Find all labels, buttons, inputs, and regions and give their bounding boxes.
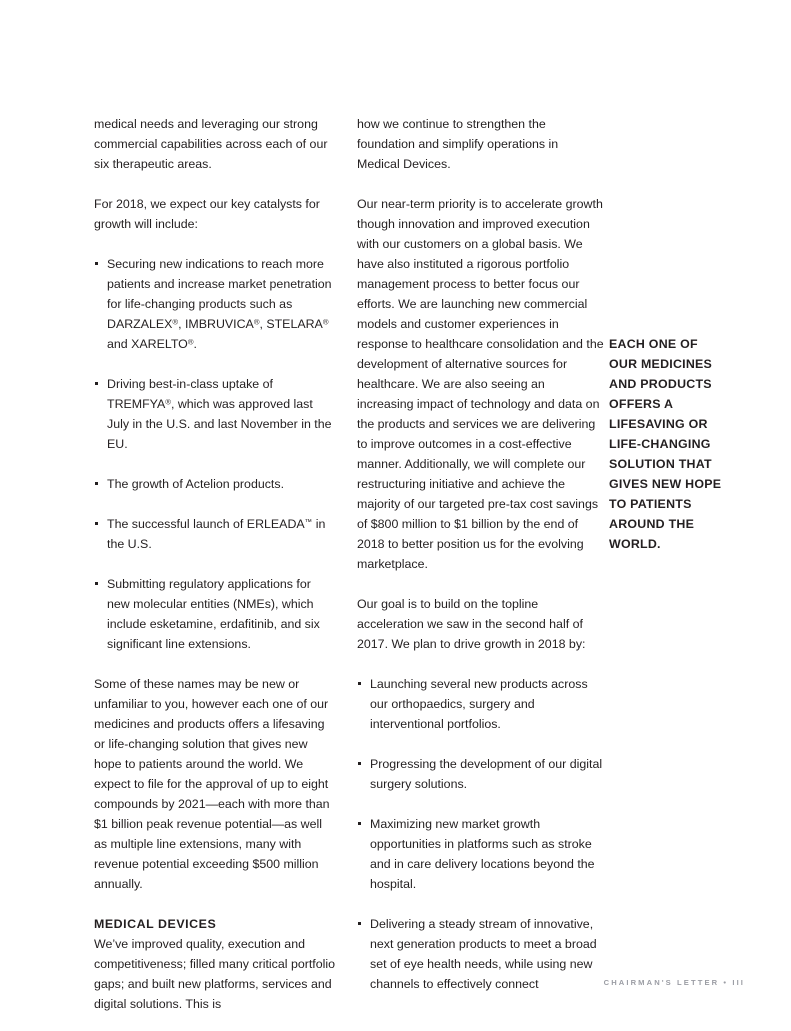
list-item-text: Driving best-in-class uptake of TREMFYA®, which was approved last July in the U.S. and last November in the EU. [107, 377, 332, 451]
list-item [94, 374, 337, 454]
list-item-text: Delivering a steady stream of innovative, next generation products to meet a broad set of eye health needs, while using new channels to effectively connect [370, 917, 597, 991]
list-item-text: Maximizing new market growth opportunities in platforms such as stroke and in care delivery locations beyond the hospital. [370, 817, 595, 891]
pull-quote-line: LIFESAVING OR [609, 417, 708, 431]
pull-quote-line: OFFERS A [609, 397, 674, 411]
list-item-text: The successful launch of ERLEADA™ in the U.S. [107, 517, 326, 551]
pull-quote [609, 334, 749, 554]
paragraph: Some of these names may be new or unfamiliar to you, however each one of our medicines and products offers a lifesaving or life-changing solution that gives new hope to patients around the world. We expect to file for the approval of up to eight compounds by 2021—each with more than $1 billion peak revenue potential—as well as multiple line extensions, many with revenue potential exceeding $500 million annually. [94, 677, 330, 891]
list-item [94, 254, 337, 354]
pull-quote-line: EACH ONE OF [609, 337, 698, 351]
pull-quote-line: OUR MEDICINES [609, 357, 713, 371]
list-item-text: Progressing the development of our digital surgery solutions. [370, 757, 603, 791]
paragraph: Our near-term priority is to accelerate growth though innovation and improved execution with our customers on a global basis. We have also instituted a rigorous portfolio management process to better focus our efforts. We are launching new commercial models and customer experiences in response to healthcare consolidation and the development of alternative sources for healthcare. We are also seeing an increasing impact of technology and data on the products and services we are delivering to improve outcomes in a cost-effective manner. Additionally, we will complete our restructuring initiative and achieve the majority of our targeted pre-tax cost savings of $800 million to $1 billion by the end of 2018 to better position us for the evolving marketplace. [357, 197, 604, 571]
paragraph: We’ve improved quality, execution and competitiveness; filled many critical portfolio gaps; and built new platforms, services and digital solutions. This is [94, 937, 336, 1011]
middle-column [357, 114, 604, 1014]
pull-quote-line: TO PATIENTS [609, 497, 692, 511]
pull-quote-line: SOLUTION THAT [609, 457, 712, 471]
left-bullet-list [94, 254, 337, 654]
list-item [357, 814, 604, 894]
list-item-text: Launching several new products across our orthopaedics, surgery and interventional portfolios. [370, 677, 588, 731]
list-item [357, 754, 604, 794]
pull-quote-line: AROUND THE [609, 517, 695, 531]
pull-quote-line: WORLD. [609, 537, 661, 551]
list-item [94, 574, 337, 654]
section-heading-medical-devices: MEDICAL DEVICES [94, 917, 217, 931]
list-item [94, 474, 337, 494]
list-item-text: Submitting regulatory applications for new molecular entities (NMEs), which include esketamine, erdafitinib, and six significant line extensions. [107, 577, 320, 651]
list-item [357, 674, 604, 734]
list-item-text: Securing new indications to reach more patients and increase market penetration for life-changing products such as DARZALEX®, IMBRUVICA®, STELARA® and XARELTO®. [107, 257, 332, 351]
paragraph: medical needs and leveraging our strong commercial capabilities across each of our six therapeutic areas. [94, 117, 328, 171]
middle-bullet-list [357, 674, 604, 994]
list-item-text: The growth of Actelion products. [107, 477, 285, 491]
pull-quote-line: GIVES NEW HOPE [609, 477, 722, 491]
paragraph: For 2018, we expect our key catalysts for growth will include: [94, 197, 320, 231]
left-column [94, 114, 337, 1014]
pull-quote-line: LIFE-CHANGING [609, 437, 711, 451]
pull-quote-line: AND PRODUCTS [609, 377, 712, 391]
list-item [94, 514, 337, 554]
paragraph: Our goal is to build on the topline acceleration we saw in the second half of 2017. We plan to drive growth in 2018 by: [357, 597, 586, 651]
page-footer: CHAIRMAN'S LETTER • III [603, 978, 745, 987]
paragraph: how we continue to strengthen the foundation and simplify operations in Medical Devices. [357, 117, 559, 171]
